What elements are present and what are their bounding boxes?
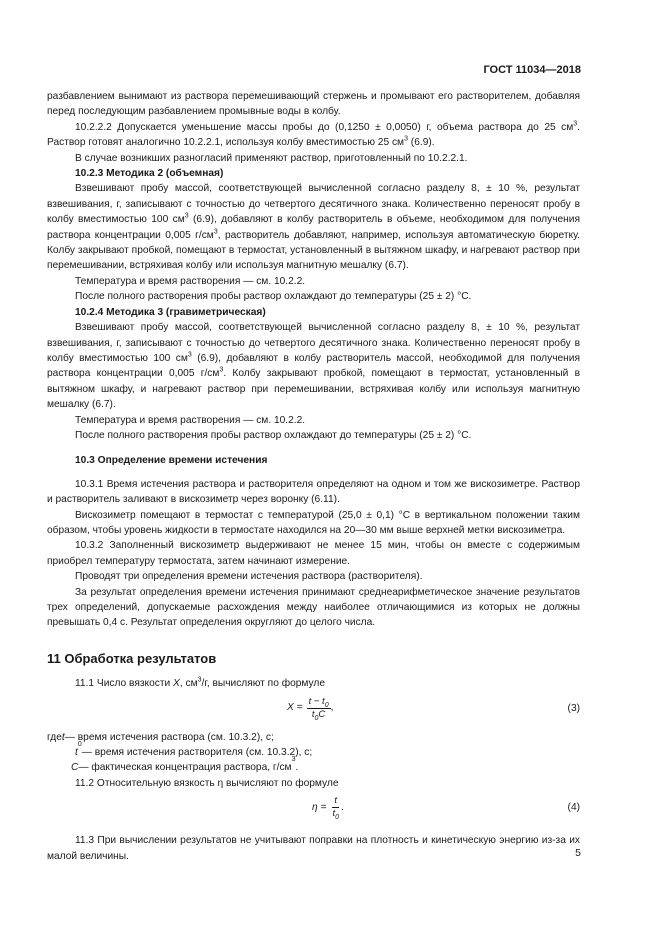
paragraph: Вискозиметр помещают в термостат с температурой (25,0 ± 0,1) °С в вертикальном положении таким образом, чтобы уровень жидкости в термостате находился на 20—30 мм выше верхней метки вискозиметра.	[47, 509, 580, 536]
paragraph: разбавлением вынимают из раствора перемешивающий стержень и промывают его растворителем, добавляя перед последующим разбавлением промывные воды в колбу.	[47, 91, 580, 118]
page-body	[47, 89, 580, 864]
formula-number: (4)	[567, 802, 580, 814]
section-heading-10-3: 10.3 Определение времени истечения	[75, 455, 268, 467]
page-number: 5	[575, 847, 581, 859]
legend-row: где t — время истечения раствора (см. 10.3.2), с;	[47, 731, 274, 743]
section-heading-11: 11 Обработка результатов	[47, 650, 217, 666]
paragraph: За результат определения времени истечения принимают среднеарифметическое значение результатов трех определений, допускаемые расхождения между наиболее отличающимися из которых не должны превышать 0,4 с. Результат определения округляют до целого числа.	[47, 586, 580, 629]
paragraph: После полного растворения пробы раствор охлаждают до температуры (25 ± 2) °С.	[75, 291, 472, 303]
standard-code: ГОСТ 11034—2018	[483, 64, 581, 76]
paragraph-11-1: 11.1 Число вязкости X, $см^3/г$, вычисляют по формуле	[75, 676, 326, 690]
paragraph: Температура и время растворения — см. 10.2.2.	[75, 414, 306, 426]
paragraph: Взвешивают пробу массой, соответствующей вычисленной согласно разделу 8, ± 10 %, результат взвешивания, г, записывают с точностью до четвертого десятичного знака. Количественно переносят пробу в колбу вместимостью 100 $см^3$ (6.9), добавляют в колбу растворитель массой, необходимой для получения раствора концентрации 0,005 $г/см^3$. Колбу закрывают пробкой, помещают в термостат, установленный в вытяжном шкафу, и нагревают раствор при перемешивании, встряхивая колбу или используя магнитную мешалку (6.7).	[47, 322, 581, 411]
paragraph: 10.3.1 Время истечения раствора и растворителя определяют на одном и том же вискозиметре. Раствор и растворитель заливают в вискозиметр через воронку (6.11).	[47, 478, 580, 506]
legend-row: C — фактическая концентрация раствора, г/см 3 .	[71, 756, 299, 774]
formula-number: (3)	[567, 702, 580, 714]
symbol-legend	[47, 730, 580, 776]
subsection-heading-10-2-4: 10.2.4 Методика 3 (гравиметрическая)	[75, 306, 266, 318]
subsection-heading-10-2-3: 10.2.3 Методика 2 (объемная)	[75, 168, 224, 180]
paragraph: Проводят три определения времени истечения раствора (растворителя).	[75, 571, 423, 583]
legend-row: t 0 — время истечения растворителя (см. 10.3.2), с;	[75, 741, 313, 759]
formula-4: η = $\frac{t}{t_0}$ . (4)	[312, 795, 580, 822]
paragraph: Взвешивают пробу массой, соответствующей вычисленной согласно разделу 8, ± 10 %, результат взвешивания, г, записывают с точностью до четвертого десятичного знака. Количественно переносят пробу в колбу вместимостью 100 $см^3$ (6.9), добавляют в колбу растворитель в объеме, необходимом для получения раствора концентрации 0,005 $г/см^3$, растворитель добавляют, например, используя автоматическую бюретку. Колбу закрывают пробкой, помещают в термостат, установленный в вытяжном шкафу, и нагревают раствор при перемешивании, встряхивая колбу или используя магнитную мешалку (6.7).	[47, 183, 581, 272]
paragraph-11-3: 11.3 При вычислении результатов не учитывают поправки на плотность и кинетическую энергию из-за их малой величины.	[47, 835, 580, 862]
formula-3: X = $\frac{t - t_0}{t_0C}$ , (3)	[287, 695, 580, 722]
paragraph: Температура и время растворения — см. 10.2.2.	[75, 275, 306, 287]
paragraph-10-2-2-2: 10.2.2.2 Допускается уменьшение массы пробы до (0,1250 ± 0,0050) г, объема раствора до 25 $см^3$. Раствор готовят аналогично 10.2.2.1, используя колбу вместимостью 25 $см^3$ (6.9).	[47, 120, 580, 149]
paragraph-11-2: 11.2 Относительную вязкость η вычисляют по формуле	[75, 777, 339, 789]
paragraph: После полного растворения пробы раствор охлаждают до температуры (25 ± 2) °С.	[75, 429, 472, 441]
paragraph: 10.3.2 Заполненный вискозиметр выдерживают не менее 15 мин, чтобы он вместе с содержимым приобрел температуру термостата, затем начинают измерение.	[47, 540, 580, 567]
paragraph: В случае возникших разногласий применяют раствор, приготовленный по 10.2.2.1.	[75, 152, 468, 164]
